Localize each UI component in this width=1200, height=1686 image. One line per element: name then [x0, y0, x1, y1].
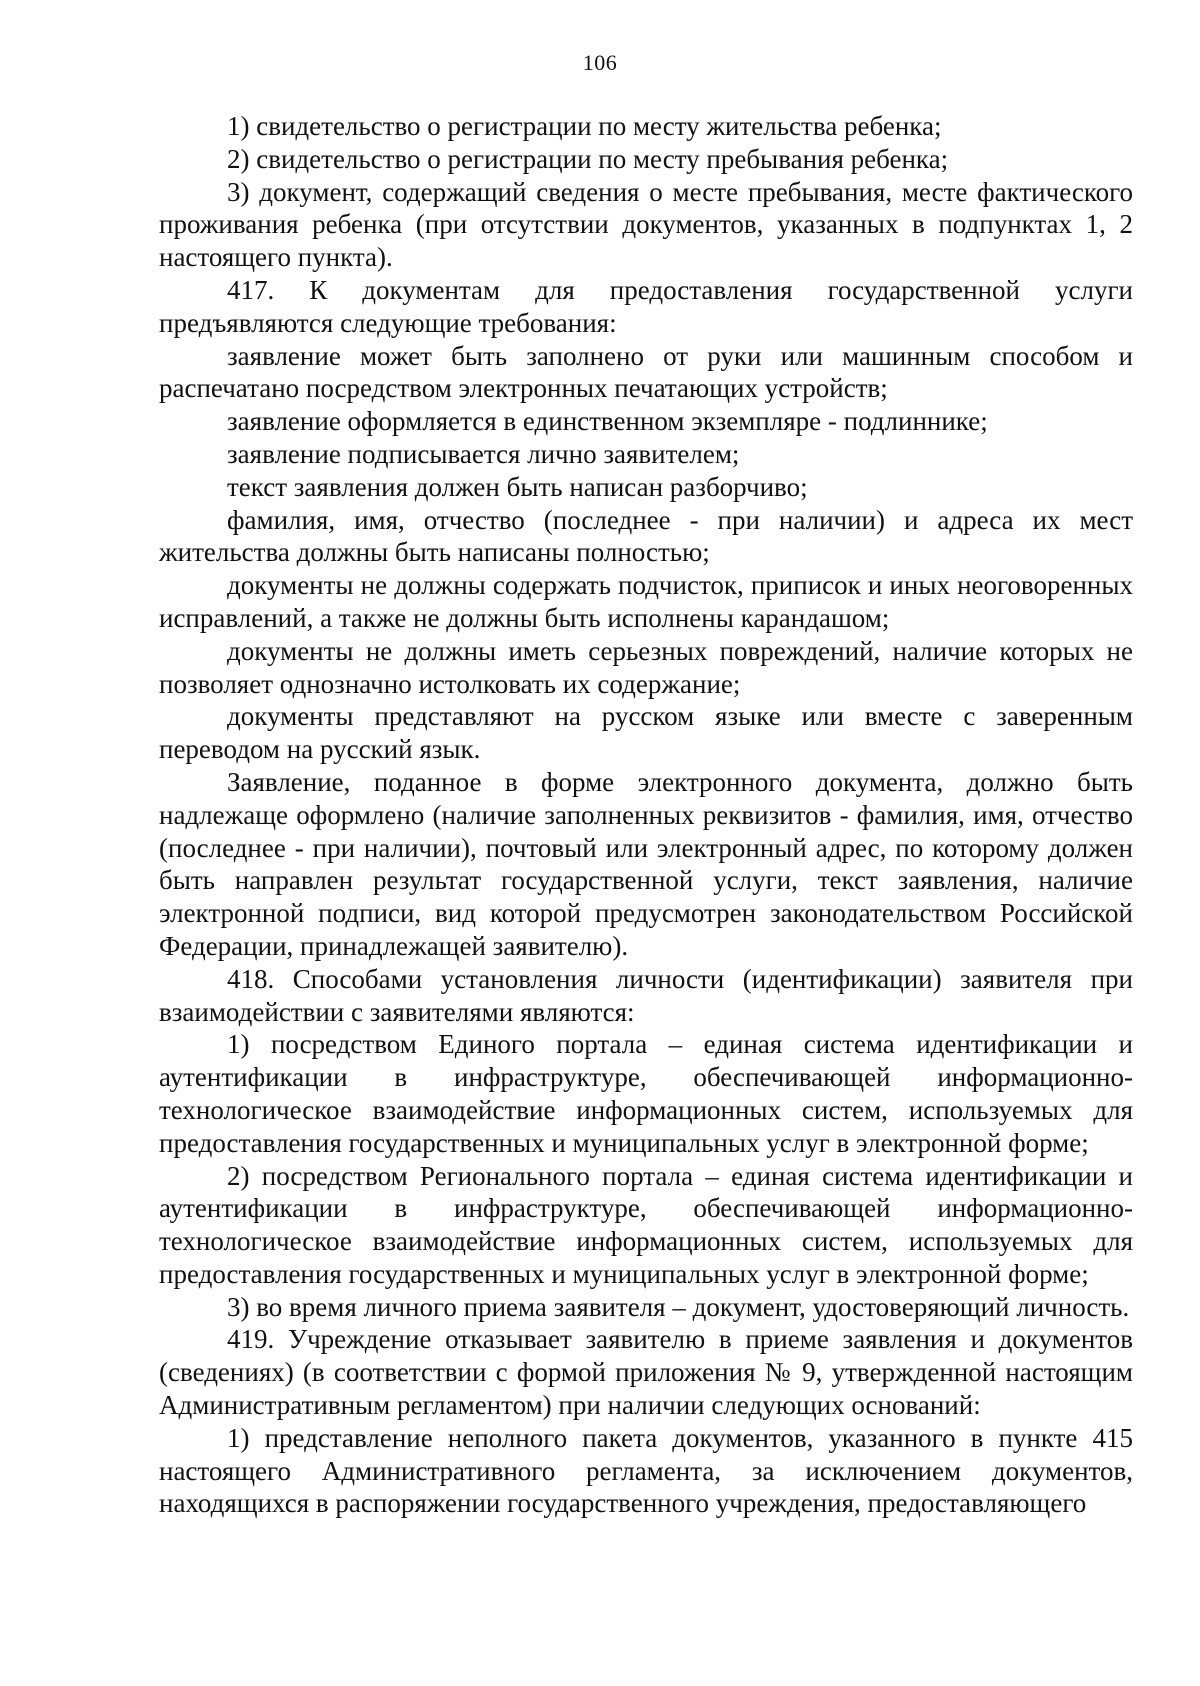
- paragraph-418-heading: 418. Способами установления личности (идентификации) заявителя при взаимодействии с заявителями являются:: [159, 963, 1133, 1027]
- paragraph-requirement-full-names: фамилия, имя, отчество (последнее - при наличии) и адреса их мест жительства должны быть написаны полностью;: [159, 504, 1133, 568]
- paragraph-requirement-single-copy: заявление оформляется в единственном экземпляре - подлиннике;: [227, 406, 988, 437]
- paragraph-unified-portal: 1) посредством Единого портала – единая система идентификации и аутентификации в инфраструктуре, обеспечивающей информационно-технологическое взаимодействие информационных систем, используемых для предоставления государственных и муниципальных услуг в электронной форме;: [159, 1029, 1133, 1158]
- paragraph-requirement-signed: заявление подписывается лично заявителем;: [227, 438, 740, 469]
- paragraph-stay-document: 3) документ, содержащий сведения о месте пребывания, месте фактического проживания ребенка (при отсутствии документов, указанных в подпунктах 1, 2 настоящего пункта).: [159, 176, 1133, 273]
- paragraph-requirement-legible: текст заявления должен быть написан разборчиво;: [227, 471, 808, 502]
- document-body: [159, 110, 1133, 1520]
- paragraph-regional-portal: 2) посредством Регионального портала – единая система идентификации и аутентификации в инфраструктуре, обеспечивающей информационно-технологическое взаимодействие информационных систем, используемых для предоставления государственных и муниципальных услуг в электронной форме;: [159, 1160, 1133, 1289]
- page-number: 106: [582, 50, 618, 75]
- paragraph-requirement-no-damage: документы не должны иметь серьезных повреждений, наличие которых не позволяет однозначно истолковать их содержание;: [159, 635, 1133, 699]
- paragraph-electronic-application: Заявление, поданное в форме электронного документа, должно быть надлежаще оформлено (наличие заполненных реквизитов - фамилия, имя, отчество (последнее - при наличии), почтовый или электронный адрес, по которому должен быть направлен результат государственной услуги, текст заявления, наличие электронной подписи, вид которой предусмотрен законодательством Российской Федерации, принадлежащей заявителю).: [159, 766, 1133, 961]
- paragraph-requirement-filling: заявление может быть заполнено от руки или машинным способом и распечатано посредством электронных печатающих устройств;: [159, 340, 1133, 404]
- paragraph-stay-certificate: 2) свидетельство о регистрации по месту пребывания ребенка;: [227, 143, 949, 174]
- paragraph-requirement-no-corrections: документы не должны содержать подчисток, приписок и иных неоговоренных исправлений, а также не должны быть исполнены карандашом;: [159, 570, 1133, 633]
- paragraph-incomplete-package: 1) представление неполного пакета документов, указанного в пункте 415 настоящего Административного регламента, за исключением документов, находящихся в распоряжении государственного учреждения, предоставляющего: [159, 1422, 1133, 1519]
- paragraph-personal-reception: 3) во время личного приема заявителя – документ, удостоверяющий личность.: [227, 1291, 1130, 1322]
- paragraph-residence-certificate: 1) свидетельство о регистрации по месту жительства ребенка;: [227, 111, 942, 141]
- paragraph-417-heading: 417. К документам для предоставления государственной услуги предъявляются следующие требования:: [159, 274, 1133, 338]
- paragraph-requirement-russian: документы представляют на русском языке или вместе с заверенным переводом на русский язык.: [159, 701, 1133, 765]
- paragraph-419-heading: 419. Учреждение отказывает заявителю в приеме заявления и документов (сведениях) (в соответствии с формой приложения № 9, утвержденной настоящим Административным регламентом) при наличии следующих оснований:: [159, 1324, 1133, 1421]
